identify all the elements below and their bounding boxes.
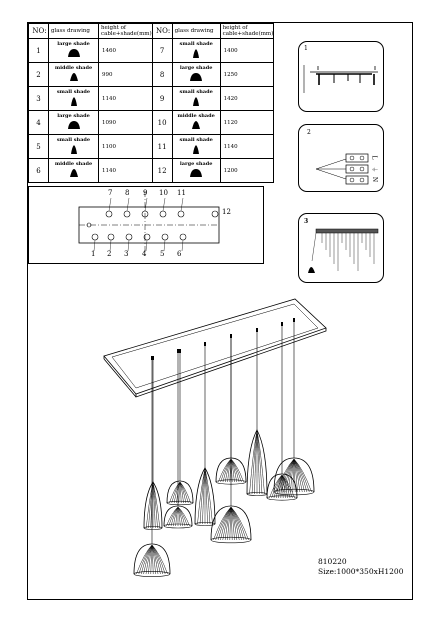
position-label-2: 2 [107,250,112,258]
table-row [29,63,274,87]
cable-height-value: 1090 [99,111,153,135]
glass-drawing-cell [172,111,220,135]
table-row [29,111,274,135]
mount-hole-bottom [180,234,186,240]
glass-drawing-cell [49,135,99,159]
mount-hole-top [106,211,112,217]
step-3-box [298,213,384,283]
specification-table [28,23,274,183]
position-label-9: 9 [143,189,148,197]
step-3-number: 3 [304,218,309,225]
small-shade-icon [192,144,200,154]
pendant-number: 3 [29,87,49,111]
chandelier-perspective-drawing [90,296,330,578]
mount-hole-bottom [108,234,114,240]
position-label-1: 1 [91,250,96,258]
cable-height-value: 1200 [220,159,274,183]
shade-type-label: small shade [179,41,213,47]
pendant-shade [144,356,162,530]
step-2-number: 2 [307,129,311,136]
position-label-4: 4 [142,250,147,258]
shade-type-label: large shade [57,41,90,47]
cable-height-value: 1460 [99,39,153,63]
pendant-number: 7 [152,39,172,63]
pendant-shade [216,334,246,484]
glass-drawing-cell [49,39,99,63]
table-row [29,87,274,111]
position-label-8: 8 [125,189,130,197]
header-glass-right: glass drawing [172,24,220,39]
header-height-right: height of cable+shade(mm) [220,24,274,39]
table-row [29,159,274,183]
position-label-10: 10 [159,189,168,197]
mount-hole-bottom [162,234,168,240]
pendant-number: 8 [152,63,172,87]
header-no-right: NO: [152,24,172,39]
pendant-number: 1 [29,39,49,63]
position-label-3: 3 [124,250,129,258]
cable-height-value: 1120 [220,111,274,135]
cable-height-value: 1100 [99,135,153,159]
glass-drawing-cell [49,63,99,87]
terminal-label-neutral: N [371,176,379,183]
shade-type-label: small shade [179,137,213,143]
mount-hole-bottom [126,234,132,240]
position-label-12: 12 [222,208,231,216]
small-shade-icon [192,48,200,58]
terminal-label-earth: ⏚ [370,166,378,173]
cable-height-value: 1400 [220,39,274,63]
layout-plan-panel [28,186,264,264]
glass-drawing-cell [172,39,220,63]
shade-type-label: small shade [56,89,91,95]
cable-height-value: 1140 [99,87,153,111]
cable-height-value: 990 [99,63,153,87]
pendant-shade [247,328,267,496]
glass-drawing-cell [172,87,220,111]
position-label-6: 6 [177,250,182,258]
large-shade-icon [67,48,81,57]
cable-height-value: 1140 [99,159,153,183]
small-shade-icon [70,144,78,154]
shade-type-label: middle shade [177,113,215,119]
pendant-number: 5 [29,135,49,159]
cable-height-value: 1420 [220,87,274,111]
pendant-number: 2 [29,63,49,87]
shade-type-label: large shade [179,65,213,71]
table-row [29,39,274,63]
large-shade-icon [189,168,203,177]
size-spec: Size:1000*350xH1200 [318,567,404,576]
glass-drawing-cell [172,159,220,183]
canopy-frame [104,299,326,397]
position-label-11: 11 [177,189,186,197]
shade-type-label: middle shade [54,161,93,167]
step-1-number: 1 [304,45,308,52]
large-shade-icon [67,120,81,129]
table-row [29,135,274,159]
shade-type-label: small shade [56,137,91,143]
model-number: 810220 [318,557,347,566]
glass-drawing-cell [49,111,99,135]
large-shade-icon [189,72,203,81]
pendant-number: 6 [29,159,49,183]
header-no-left: NO: [29,24,49,39]
shade-type-label: large shade [57,113,90,119]
header-glass-left: glass drawing [49,24,99,39]
pendant-shade [134,356,170,577]
pendant-shade [274,318,314,495]
small-shade-icon [192,96,200,106]
shade-type-label: middle shade [54,65,93,71]
canopy-mounting-drawing [298,41,384,112]
glass-drawing-cell [172,135,220,159]
position-label-7: 7 [108,189,113,197]
position-label-5: 5 [160,250,165,258]
small-shade-icon [70,96,78,106]
step-1-box [298,41,384,112]
cable-height-value: 1250 [220,63,274,87]
middle-shade-icon [69,168,79,177]
glass-drawing-cell [49,87,99,111]
table-header-row [29,24,274,39]
canopy-layout-plan [29,187,265,265]
terminal-label-live: L [370,155,378,160]
mount-hole-top [124,211,130,217]
pendant-shade [195,342,215,526]
header-height-left: height of cable+shade(mm) [99,24,153,39]
middle-shade-icon [191,120,201,129]
shade-type-label: large shade [179,161,213,167]
pendant-number: 9 [152,87,172,111]
glass-drawing-cell [49,159,99,183]
mount-hole-top [178,211,184,217]
pendant-shade [267,322,297,500]
pendant-number: 4 [29,111,49,135]
glass-drawing-cell [172,63,220,87]
pendant-number: 11 [152,135,172,159]
step-2-box [298,124,384,192]
middle-shade-icon [69,72,79,81]
pendant-number: 10 [152,111,172,135]
shade-type-label: small shade [179,89,213,95]
cable-adjust-drawing [298,213,384,283]
pendant-shade [167,349,193,505]
mount-hole-bottom [92,234,98,240]
cable-height-value: 1140 [220,135,274,159]
mount-hole-top [160,211,166,217]
pendant-number: 12 [152,159,172,183]
